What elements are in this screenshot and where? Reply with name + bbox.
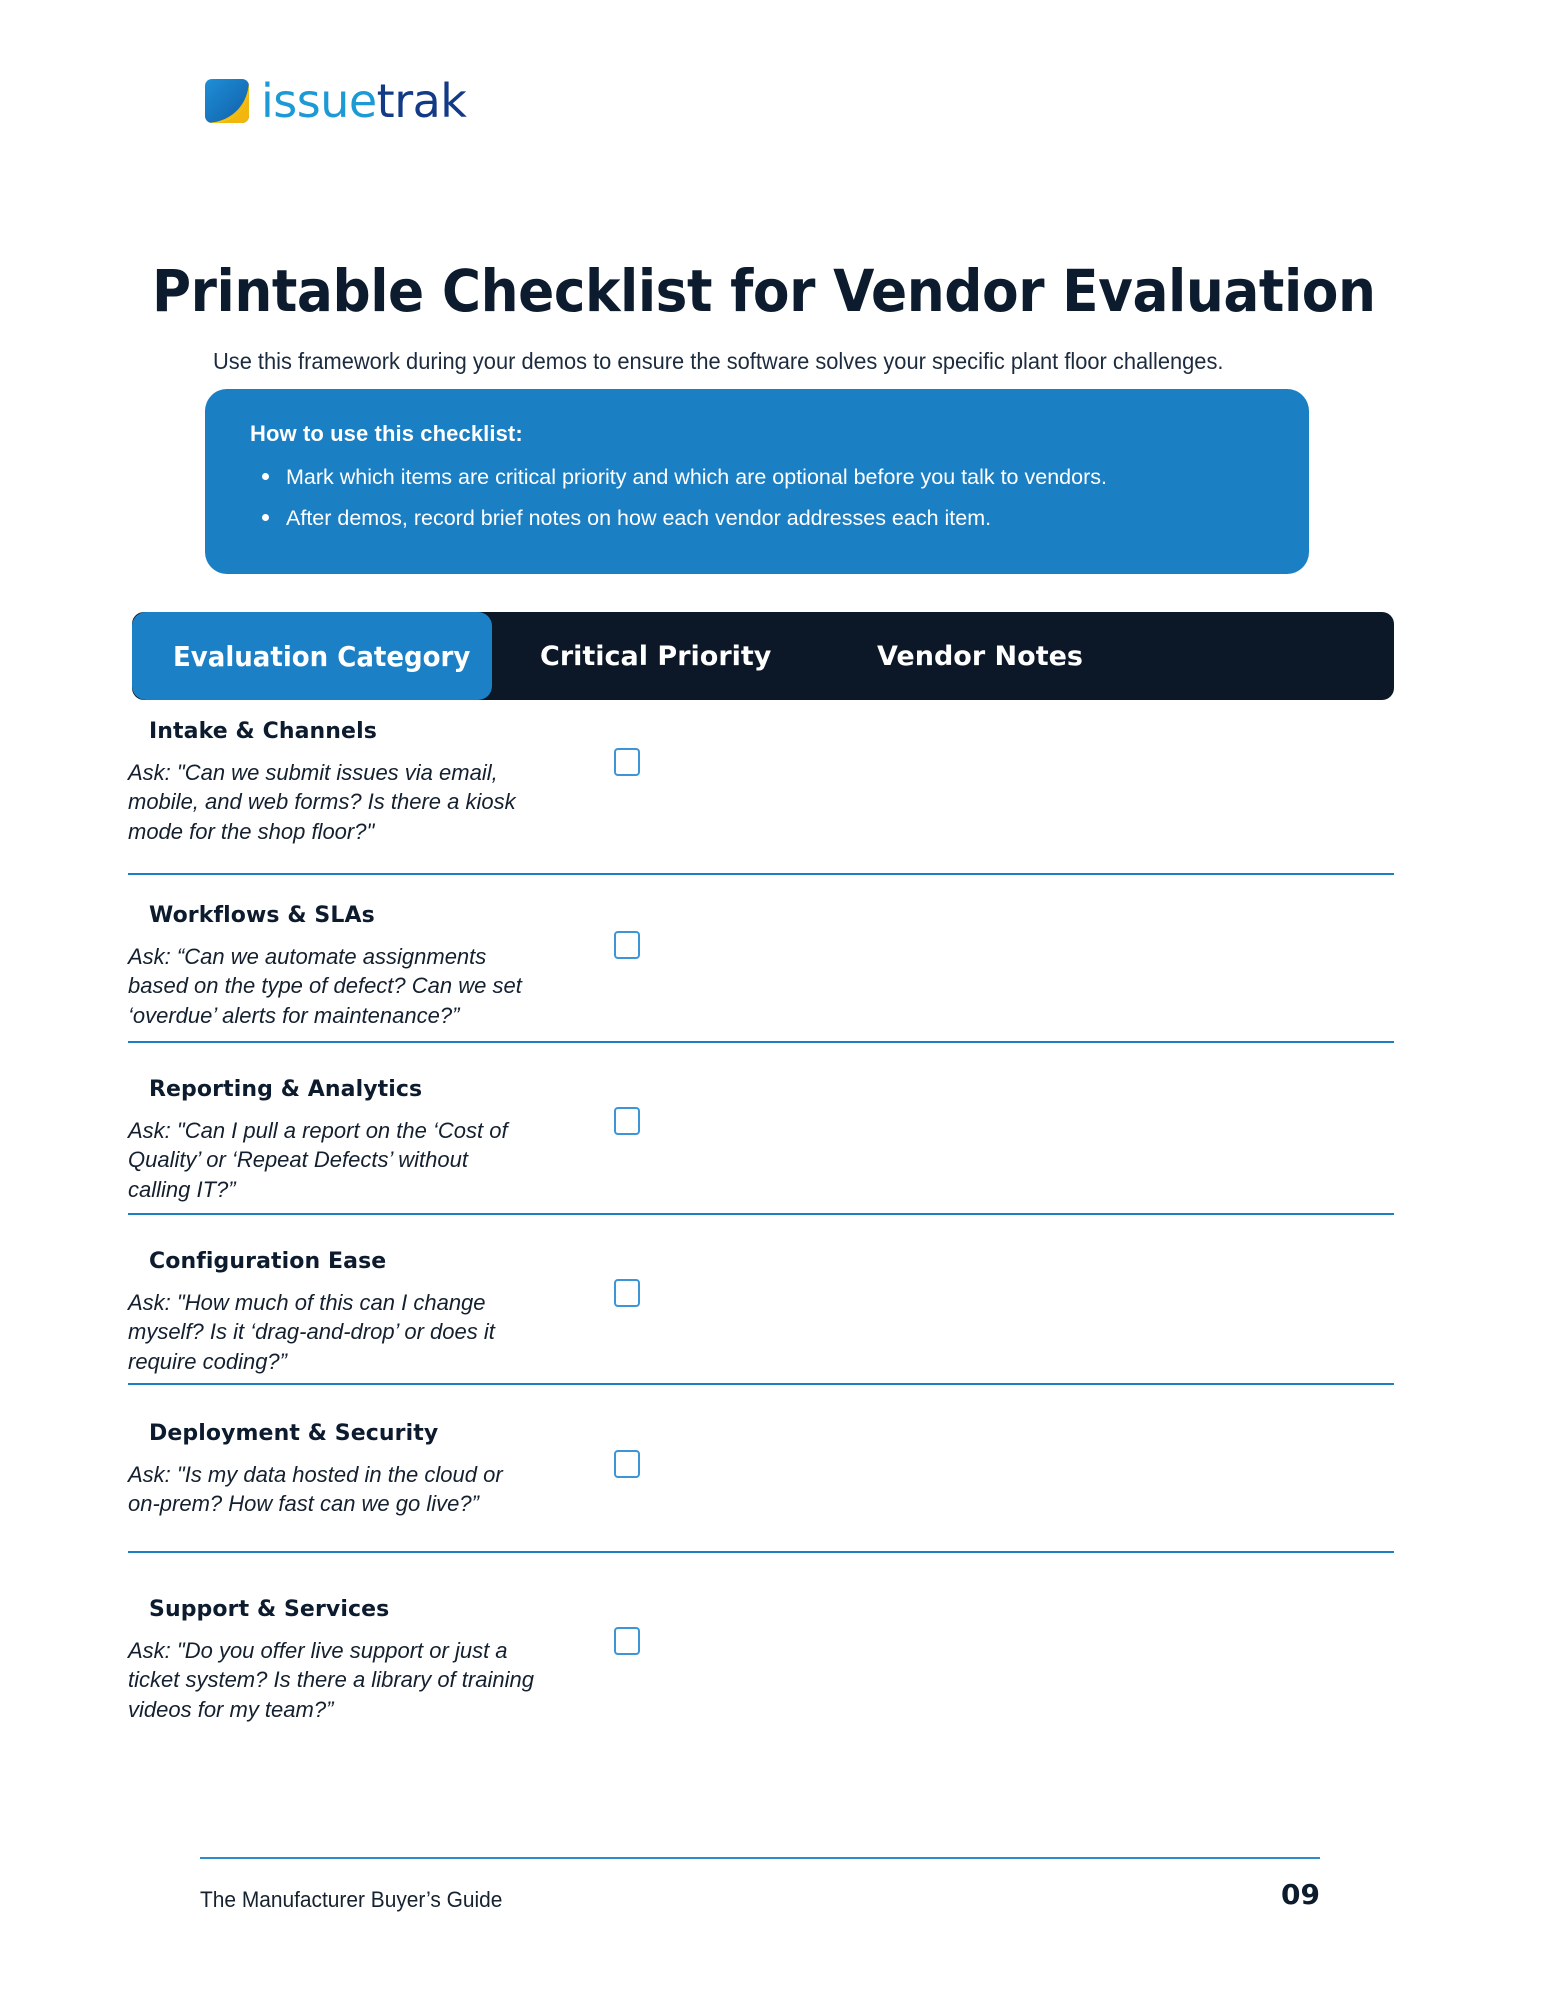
table-row xyxy=(0,889,1545,1057)
issuetrak-logo xyxy=(205,74,467,128)
row-content xyxy=(0,1057,1545,1204)
footer-divider xyxy=(200,1857,1320,1859)
row-content xyxy=(0,1399,1545,1519)
critical-priority-checkbox[interactable] xyxy=(614,1107,640,1135)
row-content xyxy=(0,1569,1545,1724)
checklist-table-header xyxy=(132,612,1394,700)
callout-list-item xyxy=(250,502,1269,535)
row-category-label: Configuration Ease xyxy=(149,1249,387,1274)
logo-word-trak: trak xyxy=(376,74,467,128)
bullet-icon xyxy=(262,473,269,480)
callout-list-item xyxy=(250,461,1269,494)
critical-priority-checkbox[interactable] xyxy=(614,748,640,776)
issuetrak-wordmark xyxy=(261,74,467,128)
table-row xyxy=(0,1229,1545,1399)
callout-list xyxy=(250,461,1269,536)
row-ask-text: Ask: "Can we submit issues via email, mobile, and web forms? Is there a kiosk mode for the shop floor?" xyxy=(128,760,516,844)
bullet-icon xyxy=(262,514,269,521)
checklist-rows xyxy=(0,719,1545,1749)
callout-item-text: Mark which items are critical priority and which are optional before you talk to vendors. xyxy=(286,465,1107,489)
row-category-label: Intake & Channels xyxy=(149,719,377,744)
row-divider xyxy=(128,1041,1394,1043)
row-content xyxy=(0,1229,1545,1376)
row-ask-text: Ask: "How much of this can I change myself? Is it ‘drag-and-drop’ or does it require coding?” xyxy=(128,1290,495,1374)
critical-priority-checkbox[interactable] xyxy=(614,1279,640,1307)
column-header-vendor-notes xyxy=(877,612,1083,700)
callout-heading: How to use this checklist: xyxy=(250,421,523,446)
row-divider xyxy=(128,1383,1394,1385)
table-row xyxy=(0,719,1545,889)
row-category-label: Workflows & SLAs xyxy=(149,903,375,928)
row-content xyxy=(0,719,1545,846)
row-category-label: Support & Services xyxy=(149,1597,390,1622)
critical-priority-checkbox[interactable] xyxy=(614,931,640,959)
row-category-label: Deployment & Security xyxy=(149,1421,439,1446)
logo-word-issue: issue xyxy=(261,74,377,128)
column-header-critical-priority xyxy=(540,612,771,700)
table-row xyxy=(0,1057,1545,1229)
row-ask-text: Ask: "Do you offer live support or just a ticket system? Is there a library of training videos for my team?” xyxy=(128,1638,534,1722)
row-ask-text: Ask: “Can we automate assignments based on the type of defect? Can we set ‘overdue’ alerts for maintenance?” xyxy=(128,944,522,1028)
footer-document-name: The Manufacturer Buyer’s Guide xyxy=(200,1887,503,1912)
page-title: Printable Checklist for Vendor Evaluation xyxy=(152,256,1376,325)
column-header-label: Evaluation Category xyxy=(173,639,471,673)
row-ask-text: Ask: "Can I pull a report on the ‘Cost of Quality’ or ‘Repeat Defects’ without calling IT?” xyxy=(128,1118,508,1202)
column-header-label: Critical Priority xyxy=(540,640,772,672)
column-header-label: Vendor Notes xyxy=(877,640,1083,672)
critical-priority-checkbox[interactable] xyxy=(614,1450,640,1478)
column-header-evaluation-category xyxy=(132,612,492,700)
how-to-use-callout xyxy=(205,389,1309,574)
issuetrak-square-icon xyxy=(205,79,249,123)
page-subtitle: Use this framework during your demos to ensure the software solves your specific plant floor challenges. xyxy=(213,348,1224,374)
table-row xyxy=(0,1569,1545,1749)
row-content xyxy=(0,889,1545,1030)
critical-priority-checkbox[interactable] xyxy=(614,1627,640,1655)
row-divider xyxy=(128,1213,1394,1215)
table-row xyxy=(0,1399,1545,1569)
row-ask-text: Ask: "Is my data hosted in the cloud or on-prem? How fast can we go live?” xyxy=(128,1462,503,1517)
row-divider xyxy=(128,1551,1394,1553)
row-category-label: Reporting & Analytics xyxy=(149,1077,423,1102)
footer-page-number: 09 xyxy=(1281,1878,1320,1911)
row-divider xyxy=(128,873,1394,875)
callout-item-text: After demos, record brief notes on how each vendor addresses each item. xyxy=(286,506,992,531)
